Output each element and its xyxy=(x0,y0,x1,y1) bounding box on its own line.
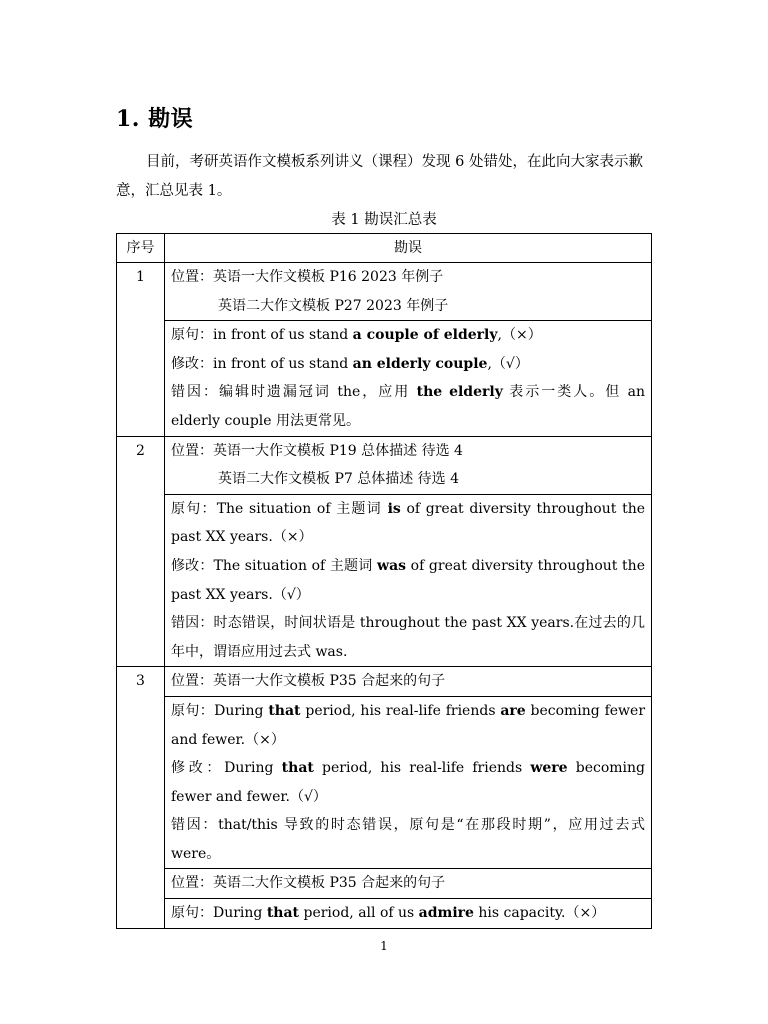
row-number: 3 xyxy=(117,667,165,928)
errata-table xyxy=(116,233,652,929)
table-row xyxy=(117,494,652,667)
header-no: 序号 xyxy=(117,234,165,263)
location-line: 位置：英语一大作文模板 P19 总体描述 待选 4 xyxy=(171,442,463,459)
table-row xyxy=(117,321,652,436)
location-cell xyxy=(165,869,652,899)
revised-sentence: 修改：in front of us stand an elderly couple,（√） xyxy=(171,355,529,372)
error-reason: 错因：时态错误，时间状语是 throughout the past XX years.在过去的几年中，谓语应用过去式 was. xyxy=(171,615,645,660)
table-header-row xyxy=(117,234,652,263)
table-row xyxy=(117,696,652,869)
row-number: 1 xyxy=(117,263,165,437)
original-sentence: 原句：in front of us stand a couple of elderly,（×） xyxy=(171,327,542,344)
detail-cell xyxy=(165,494,652,667)
error-reason: 错因：that/this 导致的时态错误，原句是“在那段时期”，应用过去式 were。 xyxy=(171,817,646,862)
location-cell xyxy=(165,436,652,494)
intro-paragraph: 目前，考研英语作文模板系列讲义（课程）发现 6 处错处，在此向大家表示歉意，汇总见表 1。 xyxy=(116,154,643,199)
location-cell xyxy=(165,263,652,321)
revised-sentence: 修改：During that period, his real-life friends were becoming fewer and fewer.（√） xyxy=(171,760,645,805)
table-row xyxy=(117,869,652,899)
page-number: 1 xyxy=(380,939,388,953)
original-sentence: 原句：The situation of 主题词 is of great diversity throughout the past XX years.（×） xyxy=(171,500,645,546)
revised-sentence: 修改：The situation of 主题词 was of great diversity throughout the past XX years.（√） xyxy=(171,557,645,603)
table-row xyxy=(117,899,652,929)
row-number: 2 xyxy=(117,436,165,667)
table-row xyxy=(117,667,652,697)
detail-cell xyxy=(165,899,652,929)
location-cell xyxy=(165,667,652,697)
header-content: 勘误 xyxy=(165,234,652,263)
error-reason: 错因：编辑时遗漏冠词 the，应用 the elderly 表示一类人。但 an elderly couple 用法更常见。 xyxy=(171,384,645,429)
location-line: 英语二大作文模板 P7 总体描述 待选 4 xyxy=(218,471,460,488)
table-caption: 表 1 勘误汇总表 xyxy=(331,212,437,228)
original-sentence: 原句：During that period, all of us admire his capacity.（×） xyxy=(171,905,606,922)
table-row xyxy=(117,436,652,494)
detail-cell xyxy=(165,321,652,436)
location-line: 英语二大作文模板 P27 2023 年例子 xyxy=(218,297,449,314)
detail-cell xyxy=(165,696,652,869)
original-sentence: 原句：During that period, his real-life friends are becoming fewer and fewer.（×） xyxy=(171,702,646,748)
location-line: 位置：英语一大作文模板 P16 2023 年例子 xyxy=(171,269,444,285)
section-heading: 1. 勘误 xyxy=(116,106,194,132)
location-line: 位置：英语一大作文模板 P35 合起来的句子 xyxy=(171,673,446,690)
table-row xyxy=(117,263,652,321)
location-line: 位置：英语二大作文模板 P35 合起来的句子 xyxy=(171,875,446,892)
